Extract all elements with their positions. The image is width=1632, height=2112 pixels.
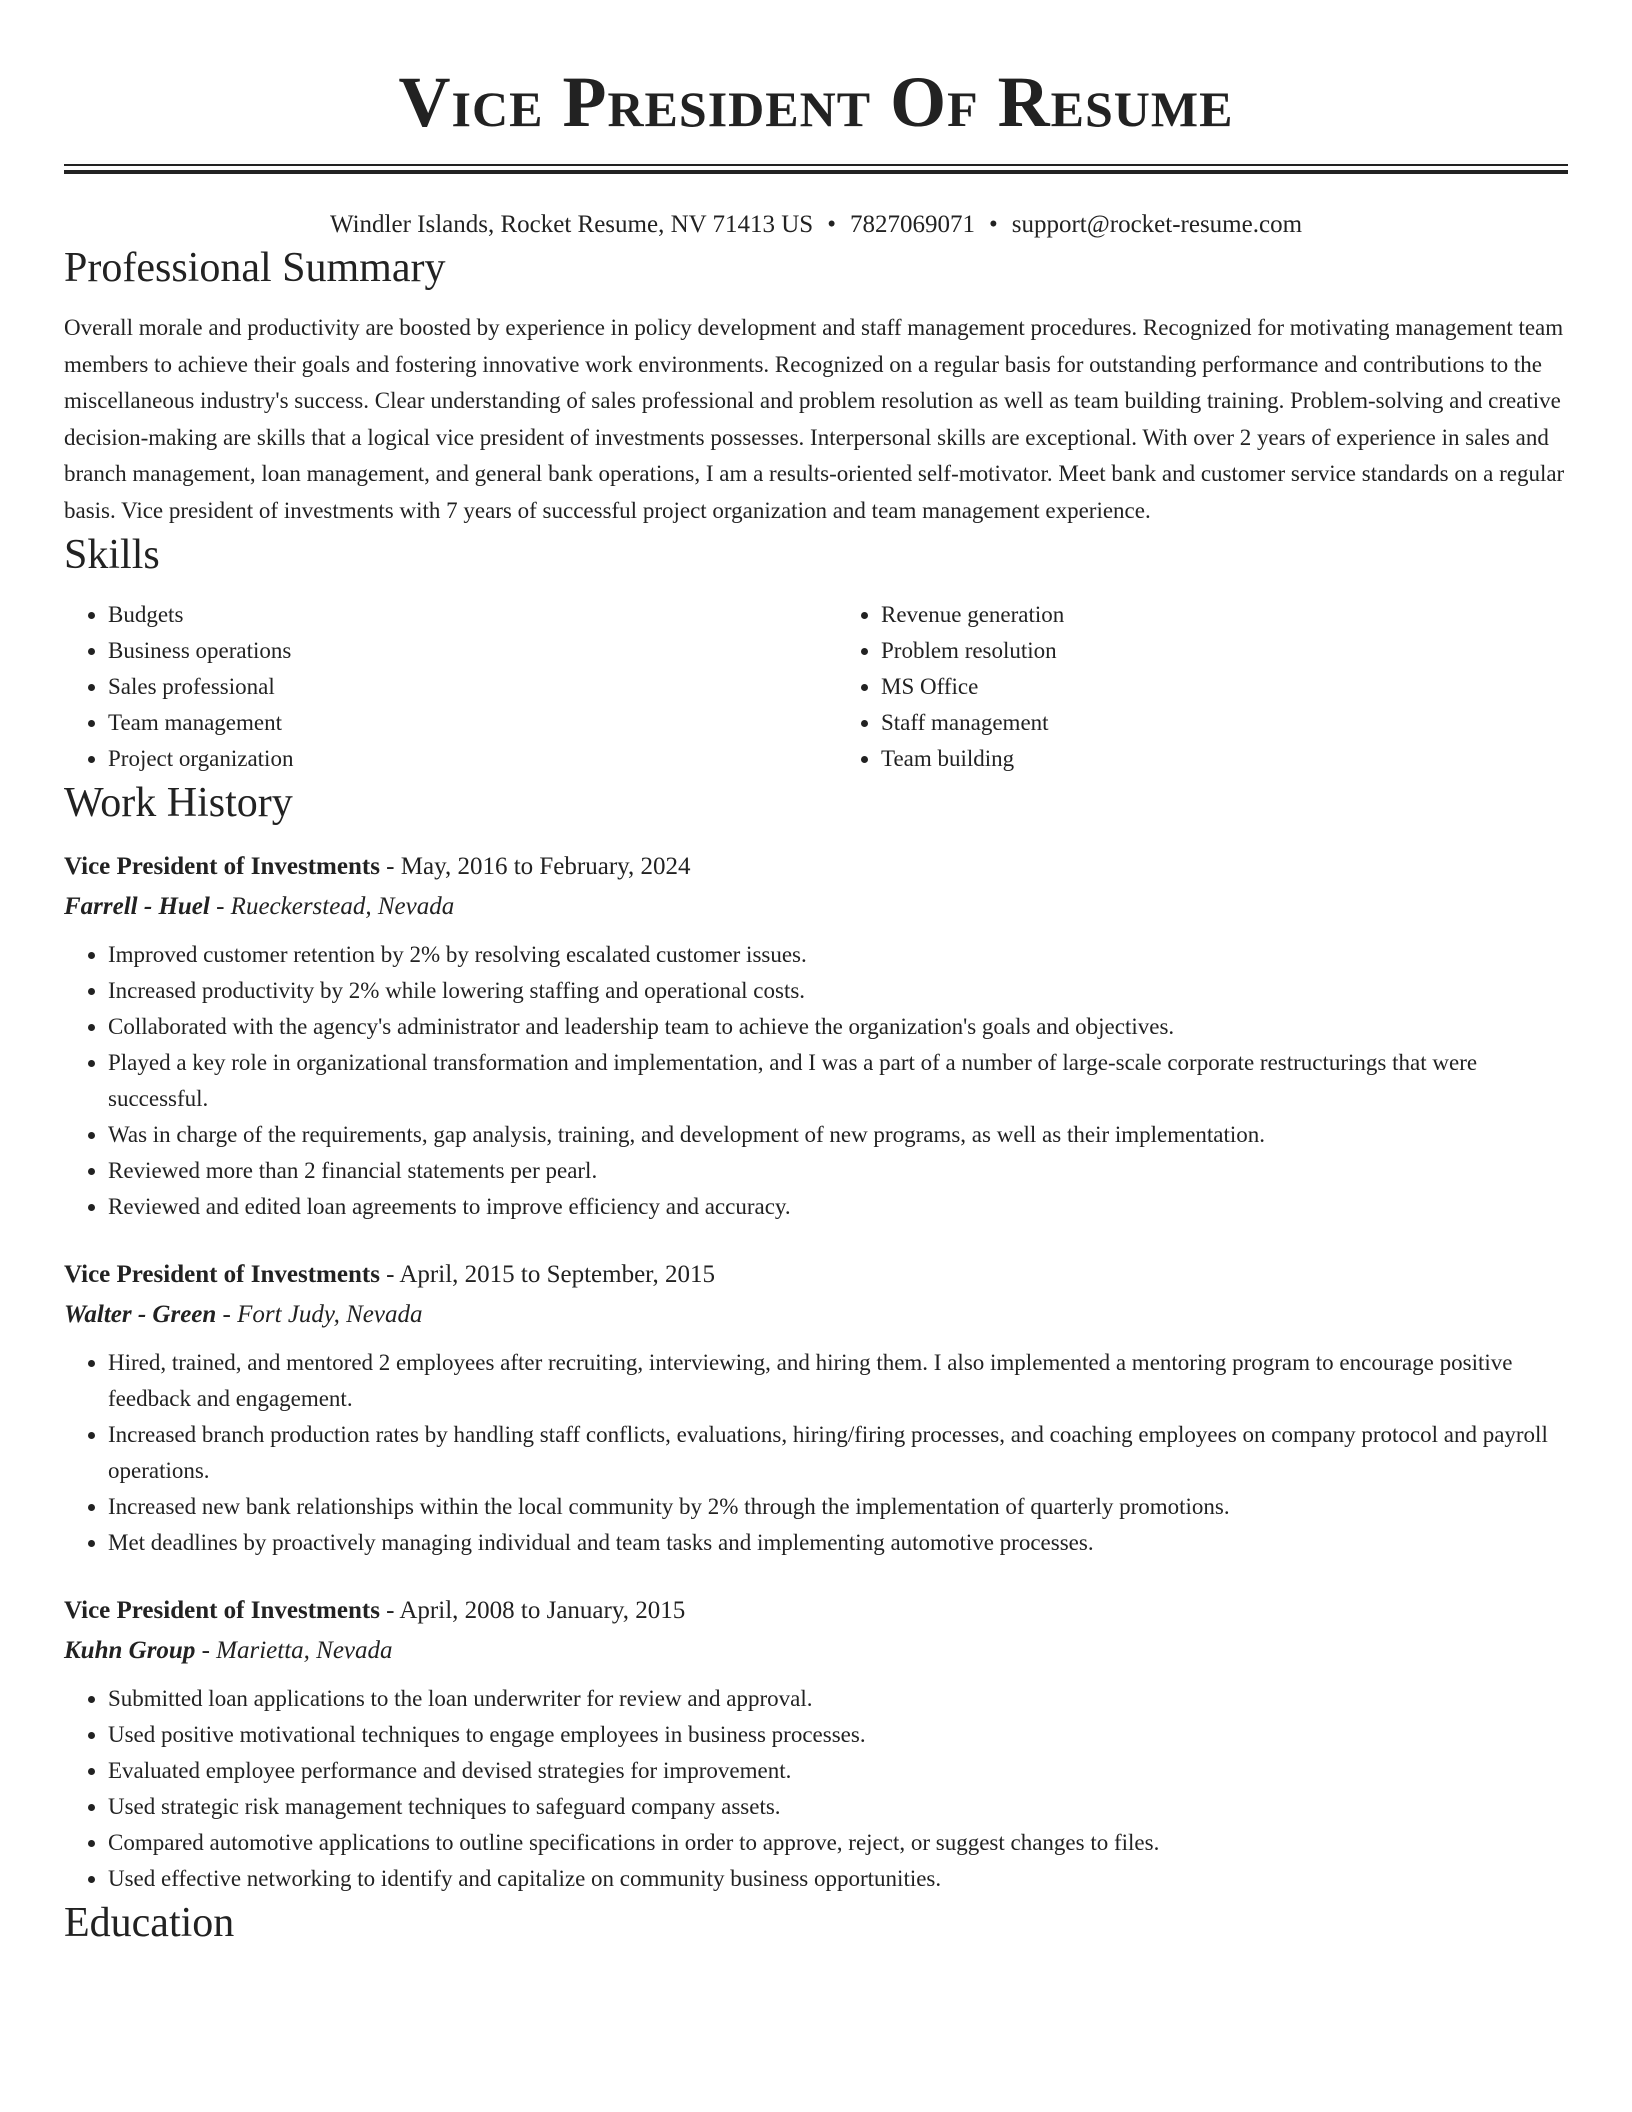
job-bullet: • Increased productivity by 2% while lowering staffing and operational costs. <box>108 973 1568 1009</box>
job-bullet: • Improved customer retention by 2% by resolving escalated customer issues. <box>108 937 1568 973</box>
company-name: Kuhn Group <box>64 1637 196 1664</box>
job-bullet: • Reviewed more than 2 financial statements per pearl. <box>108 1153 1568 1189</box>
contact-separator: • <box>988 211 998 238</box>
job-entry <box>64 847 1568 1225</box>
job-bullet: • Used positive motivational techniques to engage employees in business processes. <box>108 1717 1568 1753</box>
job-bullet: • Compared automotive applications to outline specifications in order to approve, reject, or suggest changes to files. <box>108 1825 1568 1861</box>
job-title-line: Vice President of Investments - May, 2016 to February, 2024 <box>64 853 691 880</box>
job-bullet: • Hired, trained, and mentored 2 employees after recruiting, interviewing, and hiring them. I also implemented a mentoring program to encourage positive feedback and engagement. <box>108 1345 1568 1417</box>
job-title: Vice President of Investments <box>64 1597 380 1624</box>
summary-text: Overall morale and productivity are boosted by experience in policy development and staff management procedures. Recognized for motivating management team members to achieve their goals and fostering innovative work environments. Recognized on a regular basis for outstanding performance and contributions to the miscellaneous industry's success. Clear understanding of sales professional and problem resolution as well as team building training. Problem-solving and creative decision-making are skills that a logical vice president of investments possesses. Interpersonal skills are exceptional. With over 2 years of experience in sales and branch management, loan management, and general bank operations, I am a results-oriented self-motivator. Meet bank and customer service standards on a regular basis. Vice president of investments with 7 years of successful project organization and team management experience. <box>64 315 1565 523</box>
skill-item: • Sales professional <box>108 669 795 705</box>
company-line: Farrell - Huel - Rueckerstead, Nevada <box>64 893 455 920</box>
job-bullets <box>64 1345 1568 1561</box>
job-bullet: • Was in charge of the requirements, gap analysis, training, and development of new programs, as well as their implementation. <box>108 1117 1568 1153</box>
skill-item: • Team building <box>881 741 1568 777</box>
skill-item: • MS Office <box>881 669 1568 705</box>
company-line: Kuhn Group - Marietta, Nevada <box>64 1637 393 1664</box>
job-bullet: • Used effective networking to identify and capitalize on community business opportunities. <box>108 1861 1568 1897</box>
company-line: Walter - Green - Fort Judy, Nevada <box>64 1301 423 1328</box>
skill-item: • Staff management <box>881 705 1568 741</box>
skill-item: • Team management <box>108 705 795 741</box>
job-title: Vice President of Investments <box>64 1261 380 1288</box>
skills-column-right <box>795 597 1568 777</box>
job-bullet: • Used strategic risk management techniques to safeguard company assets. <box>108 1789 1568 1825</box>
skill-item: • Business operations <box>108 633 795 669</box>
contact-line <box>64 208 1568 242</box>
job-dates: May, 2016 to February, 2024 <box>400 853 691 880</box>
skill-item: • Project organization <box>108 741 795 777</box>
job-bullet: • Evaluated employee performance and devised strategies for improvement. <box>108 1753 1568 1789</box>
job-entry <box>64 1591 1568 1897</box>
job-bullet: • Collaborated with the agency's administrator and leadership team to achieve the organization's goals and objectives. <box>108 1009 1568 1045</box>
job-bullets <box>64 937 1568 1225</box>
skill-item: • Budgets <box>108 597 795 633</box>
contact-address: Windler Islands, Rocket Resume, NV 71413 US <box>329 211 814 238</box>
contact-phone: 7827069071 <box>849 211 975 238</box>
title-divider <box>64 164 1568 174</box>
job-dates: April, 2008 to January, 2015 <box>399 1597 686 1624</box>
skill-item: • Revenue generation <box>881 597 1568 633</box>
resume-title: Vice President Of Resume <box>398 62 1234 142</box>
resume-content <box>64 0 1568 1949</box>
job-title-line: Vice President of Investments - April, 2008 to January, 2015 <box>64 1597 686 1624</box>
skill-item: • Problem resolution <box>881 633 1568 669</box>
education-heading: Education <box>64 1900 235 1946</box>
company-location: Fort Judy, Nevada <box>237 1301 423 1328</box>
company-name: Farrell - Huel <box>64 893 210 920</box>
job-bullet: • Increased branch production rates by handling staff conflicts, evaluations, hiring/firing processes, and coaching employees on company protocol and payroll operations. <box>108 1417 1568 1489</box>
job-entry <box>64 1255 1568 1561</box>
job-bullet: • Increased new bank relationships within the local community by 2% through the implementation of quarterly promotions. <box>108 1489 1568 1525</box>
job-bullet: • Reviewed and edited loan agreements to improve efficiency and accuracy. <box>108 1189 1568 1225</box>
job-title: Vice President of Investments <box>64 853 380 880</box>
job-bullets <box>64 1681 1568 1897</box>
job-title-line: Vice President of Investments - April, 2015 to September, 2015 <box>64 1261 715 1288</box>
skills-column-left <box>64 597 795 777</box>
job-bullet: • Played a key role in organizational transformation and implementation, and I was a part of a number of large-scale corporate restructurings that were successful. <box>108 1045 1568 1117</box>
job-bullet: • Submitted loan applications to the loan underwriter for review and approval. <box>108 1681 1568 1717</box>
job-bullet: • Met deadlines by proactively managing individual and team tasks and implementing automotive processes. <box>108 1525 1568 1561</box>
skills-heading: Skills <box>64 532 160 578</box>
contact-separator: • <box>827 211 836 238</box>
company-location: Marietta, Nevada <box>216 1637 393 1664</box>
company-name: Walter - Green <box>64 1301 217 1328</box>
summary-heading: Professional Summary <box>64 245 446 291</box>
job-dates: April, 2015 to September, 2015 <box>399 1261 715 1288</box>
skills-list <box>64 597 1568 777</box>
company-location: Rueckerstead, Nevada <box>230 893 455 920</box>
work-history-heading: Work History <box>64 780 293 826</box>
contact-email: support@rocket-resume.com <box>1011 211 1303 238</box>
